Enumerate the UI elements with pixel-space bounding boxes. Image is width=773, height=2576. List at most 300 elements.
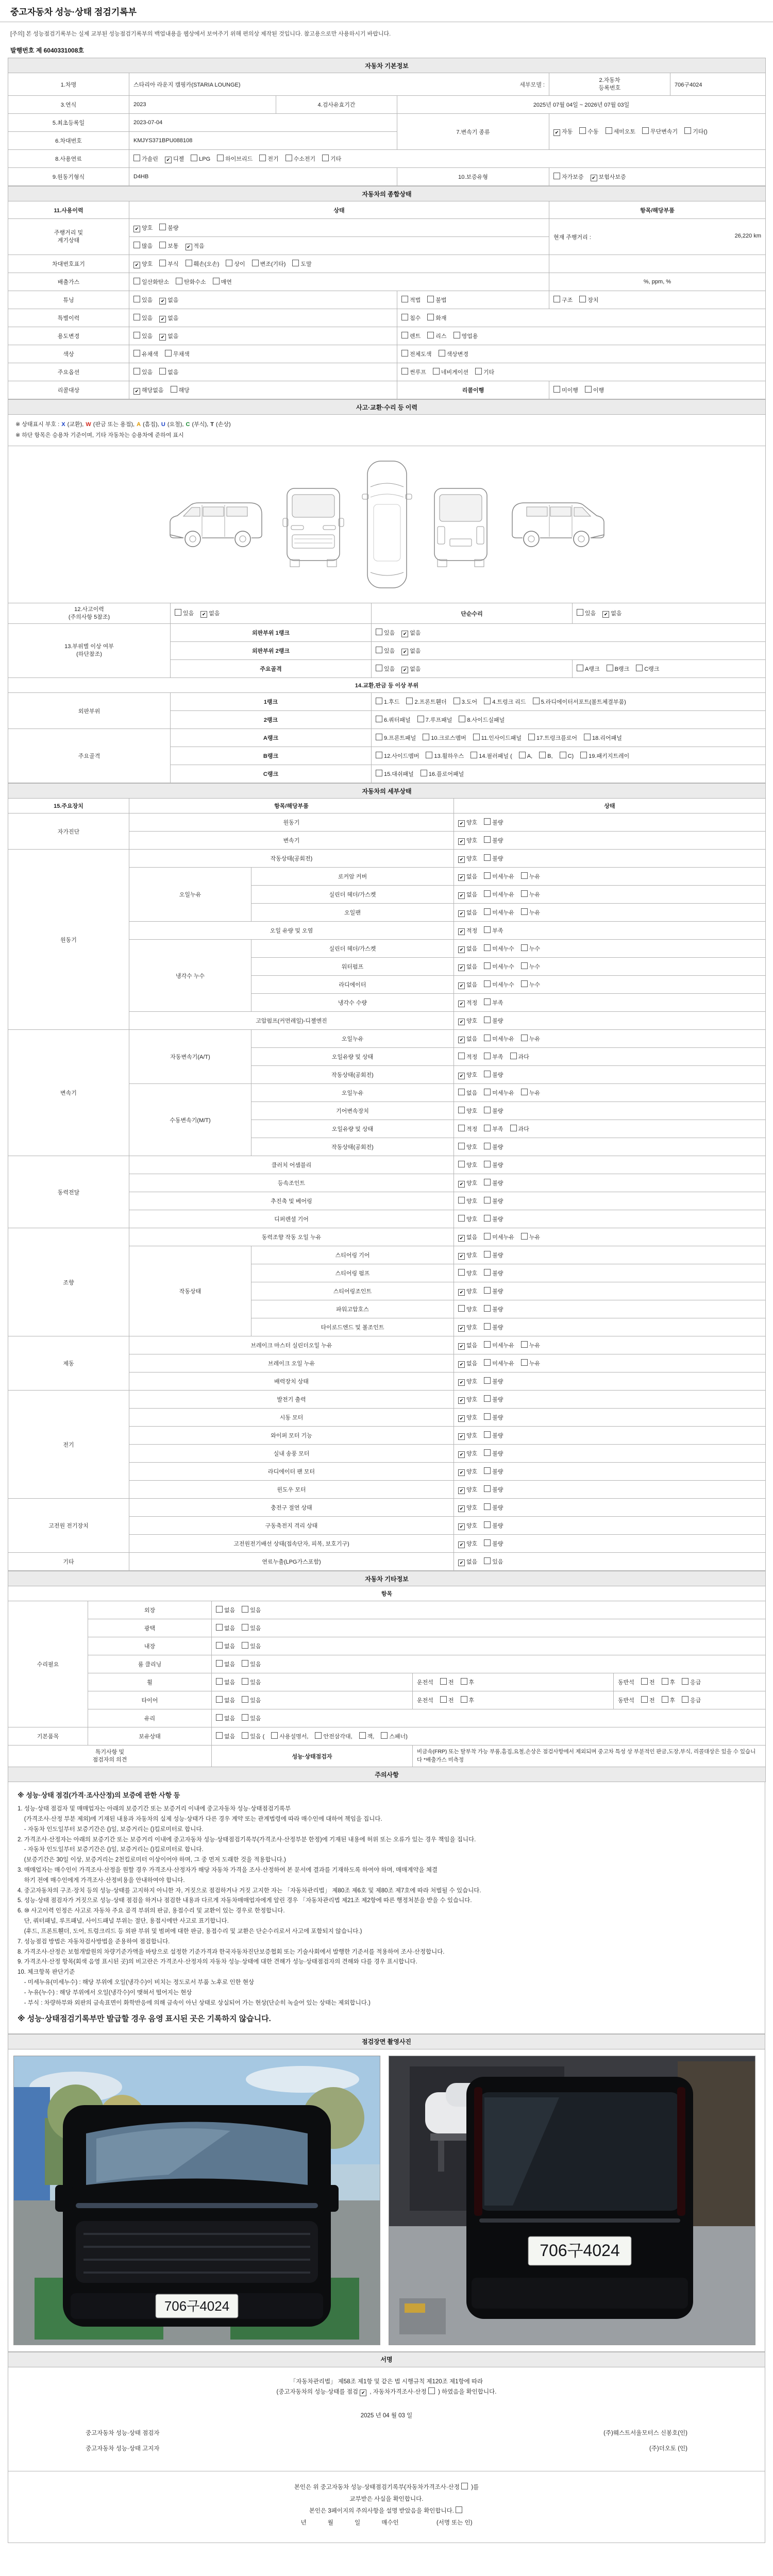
- checkbox[interactable]: [376, 734, 382, 740]
- checkbox[interactable]: [521, 962, 528, 969]
- checkbox[interactable]: [484, 872, 491, 879]
- checkbox-checked[interactable]: ✔: [401, 667, 408, 673]
- checkbox[interactable]: [484, 818, 491, 825]
- checkbox-option[interactable]: [484, 980, 514, 989]
- checkbox[interactable]: [521, 1341, 528, 1348]
- checkbox-option[interactable]: [484, 1089, 514, 1097]
- checkbox-option[interactable]: [484, 1305, 503, 1313]
- checkbox[interactable]: [427, 296, 434, 302]
- checkbox-option[interactable]: [475, 368, 494, 376]
- checkbox-option[interactable]: [458, 1305, 477, 1313]
- checkbox[interactable]: [521, 908, 528, 915]
- checkbox-option[interactable]: [510, 1053, 529, 1061]
- checkbox-option[interactable]: [133, 296, 153, 304]
- checkbox[interactable]: [510, 1125, 517, 1131]
- checkbox-option[interactable]: [133, 386, 164, 395]
- checkbox-option[interactable]: [553, 173, 584, 181]
- checkbox-checked[interactable]: ✔: [458, 1451, 465, 1458]
- checkbox-checked[interactable]: ✔: [458, 1073, 465, 1079]
- checkbox[interactable]: [216, 1624, 223, 1631]
- checkbox-option[interactable]: [213, 278, 232, 286]
- checkbox[interactable]: [421, 770, 427, 776]
- checkbox[interactable]: [401, 332, 408, 338]
- checkbox[interactable]: [484, 1521, 491, 1528]
- checkbox-checked[interactable]: ✔: [458, 982, 465, 989]
- checkbox-option[interactable]: [458, 1377, 477, 1386]
- checkbox-option[interactable]: [484, 890, 514, 899]
- checkbox-option[interactable]: [216, 1696, 235, 1704]
- checkbox[interactable]: [216, 1606, 223, 1613]
- checkbox-option[interactable]: [484, 926, 503, 935]
- checkbox[interactable]: [165, 350, 172, 357]
- checkbox-option[interactable]: [484, 908, 514, 917]
- checkbox[interactable]: [577, 665, 583, 671]
- checkbox-option[interactable]: [521, 1359, 540, 1367]
- checkbox-option[interactable]: [458, 1323, 477, 1332]
- checkbox-option[interactable]: [458, 1485, 477, 1494]
- checkbox-option[interactable]: [484, 1377, 503, 1385]
- checkbox[interactable]: [484, 1395, 491, 1402]
- checkbox[interactable]: [484, 1179, 491, 1185]
- checkbox[interactable]: [242, 1714, 248, 1721]
- checkbox[interactable]: [521, 1089, 528, 1095]
- checkbox[interactable]: [216, 1732, 223, 1739]
- checkbox[interactable]: [175, 609, 181, 616]
- checkbox-option[interactable]: [484, 1323, 503, 1331]
- checkbox[interactable]: [642, 127, 649, 134]
- checkbox-option[interactable]: [421, 770, 464, 778]
- checkbox-checked[interactable]: ✔: [133, 388, 140, 395]
- checkbox-option[interactable]: [580, 752, 629, 760]
- checkbox[interactable]: [484, 1341, 491, 1348]
- checkbox-checked[interactable]: ✔: [458, 910, 465, 917]
- checkbox-option[interactable]: [458, 1341, 477, 1350]
- checkbox[interactable]: [607, 665, 613, 671]
- checkbox[interactable]: [440, 1696, 447, 1703]
- checkbox-option[interactable]: [242, 1660, 261, 1668]
- checkbox[interactable]: [636, 665, 643, 671]
- checkbox-option[interactable]: [186, 260, 220, 268]
- checkbox-option[interactable]: [242, 1696, 261, 1704]
- checkbox[interactable]: [484, 1503, 491, 1510]
- checkbox-option[interactable]: [427, 332, 446, 340]
- checkbox-option[interactable]: [176, 278, 206, 286]
- checkbox-option[interactable]: [458, 890, 477, 899]
- checkbox-option[interactable]: [242, 1714, 261, 1722]
- checkbox-option[interactable]: [484, 1431, 503, 1439]
- checkbox-option[interactable]: [376, 734, 416, 742]
- checkbox[interactable]: [539, 752, 546, 758]
- checkbox[interactable]: [579, 296, 586, 302]
- checkbox-option[interactable]: [484, 1125, 503, 1133]
- checkbox[interactable]: [553, 296, 560, 302]
- checkbox-option[interactable]: [484, 1233, 514, 1241]
- checkbox-option[interactable]: [401, 296, 421, 304]
- checkbox-option[interactable]: [242, 1624, 261, 1632]
- checkbox-checked[interactable]: ✔: [458, 856, 465, 863]
- checkbox[interactable]: [458, 1215, 465, 1222]
- checkbox-option[interactable]: [484, 998, 503, 1007]
- checkbox[interactable]: [322, 155, 329, 161]
- checkbox[interactable]: [484, 1089, 491, 1095]
- checkbox-option[interactable]: [458, 1016, 477, 1025]
- checkbox[interactable]: [484, 1323, 491, 1330]
- checkbox-option[interactable]: [376, 698, 399, 706]
- checkbox-option[interactable]: [458, 872, 477, 881]
- checkbox-option[interactable]: [186, 242, 205, 250]
- checkbox-option[interactable]: [315, 1732, 352, 1740]
- confirm-price-checkbox[interactable]: [461, 2483, 468, 2489]
- checkbox-checked[interactable]: ✔: [458, 1001, 465, 1007]
- checkbox-option[interactable]: [521, 962, 540, 971]
- checkbox[interactable]: [484, 1557, 491, 1564]
- checkbox[interactable]: [426, 752, 432, 758]
- checkbox[interactable]: [484, 980, 491, 987]
- checkbox[interactable]: [577, 609, 583, 616]
- checkbox-option[interactable]: [484, 698, 526, 706]
- checkbox[interactable]: [401, 350, 408, 357]
- checkbox-option[interactable]: [458, 1215, 477, 1223]
- checkbox[interactable]: [133, 296, 140, 302]
- checkbox-option[interactable]: [440, 1696, 454, 1704]
- checkbox[interactable]: [484, 1251, 491, 1258]
- checkbox[interactable]: [292, 260, 299, 266]
- checkbox[interactable]: [252, 260, 259, 266]
- checkbox-option[interactable]: [216, 1714, 235, 1722]
- checkbox-checked[interactable]: ✔: [159, 316, 166, 323]
- checkbox-option[interactable]: [242, 1642, 261, 1650]
- checkbox-option[interactable]: [458, 1287, 477, 1296]
- checkbox[interactable]: [484, 1107, 491, 1113]
- checkbox[interactable]: [521, 980, 528, 987]
- checkbox[interactable]: [401, 314, 408, 320]
- checkbox[interactable]: [315, 1732, 322, 1739]
- checkbox[interactable]: [458, 1161, 465, 1167]
- checkbox-option[interactable]: [484, 1179, 503, 1187]
- checkbox[interactable]: [521, 890, 528, 897]
- checkbox-checked[interactable]: ✔: [458, 1235, 465, 1242]
- checkbox[interactable]: [439, 350, 445, 357]
- checkbox-option[interactable]: [427, 314, 446, 322]
- checkbox-option[interactable]: [458, 1035, 477, 1043]
- checkbox-option[interactable]: [458, 1359, 477, 1368]
- checkbox-option[interactable]: [458, 1071, 477, 1079]
- checkbox[interactable]: [440, 1678, 447, 1685]
- checkbox[interactable]: [484, 1233, 491, 1240]
- checkbox[interactable]: [216, 1642, 223, 1649]
- checkbox[interactable]: [453, 698, 460, 704]
- checkbox[interactable]: [484, 1215, 491, 1222]
- checkbox-option[interactable]: [662, 1696, 676, 1704]
- checkbox[interactable]: [533, 698, 540, 704]
- checkbox-checked[interactable]: ✔: [200, 611, 207, 618]
- checkbox[interactable]: [133, 155, 140, 161]
- checkbox-checked[interactable]: ✔: [458, 1289, 465, 1296]
- checkbox[interactable]: [484, 1485, 491, 1492]
- checkbox[interactable]: [470, 752, 477, 758]
- checkbox[interactable]: [484, 1161, 491, 1167]
- checkbox-option[interactable]: [539, 752, 552, 759]
- checkbox-checked[interactable]: ✔: [591, 175, 597, 181]
- checkbox-checked[interactable]: ✔: [458, 1541, 465, 1548]
- checkbox[interactable]: [159, 242, 166, 248]
- checkbox[interactable]: [376, 665, 382, 671]
- checkbox[interactable]: [521, 1359, 528, 1366]
- checkbox[interactable]: [484, 1359, 491, 1366]
- checkbox-option[interactable]: [560, 752, 574, 759]
- checkbox-option[interactable]: [376, 752, 419, 760]
- checkbox-checked[interactable]: ✔: [159, 334, 166, 341]
- checkbox-option[interactable]: [636, 665, 659, 673]
- checkbox-option[interactable]: [521, 944, 540, 953]
- checkbox-option[interactable]: [484, 1341, 514, 1349]
- checkbox-option[interactable]: [458, 1539, 477, 1548]
- checkbox[interactable]: [484, 698, 491, 704]
- checkbox-option[interactable]: [484, 1016, 503, 1025]
- checkbox-option[interactable]: [406, 698, 446, 706]
- checkbox-option[interactable]: [401, 332, 421, 340]
- checkbox-option[interactable]: [133, 368, 153, 376]
- checkbox-option[interactable]: [439, 350, 469, 358]
- checkbox-option[interactable]: [458, 998, 477, 1007]
- checkbox-option[interactable]: [484, 836, 503, 844]
- checkbox-option[interactable]: [165, 350, 190, 358]
- checkbox-option[interactable]: [458, 1161, 477, 1169]
- checkbox-option[interactable]: [470, 752, 512, 760]
- notice-ack-checkbox[interactable]: [456, 2506, 462, 2513]
- checkbox-option[interactable]: [458, 1395, 477, 1404]
- checkbox[interactable]: [406, 698, 413, 704]
- checkbox-option[interactable]: [618, 1678, 634, 1686]
- checkbox-option[interactable]: [401, 665, 421, 673]
- checkbox[interactable]: [484, 944, 491, 951]
- checkbox-option[interactable]: [216, 1642, 235, 1650]
- checkbox-option[interactable]: [458, 1143, 477, 1151]
- checkbox-option[interactable]: [682, 1678, 701, 1686]
- checkbox[interactable]: [458, 1269, 465, 1276]
- checkbox-checked[interactable]: ✔: [458, 946, 465, 953]
- checkbox-option[interactable]: [458, 1125, 477, 1133]
- checkbox[interactable]: [484, 1377, 491, 1384]
- checkbox[interactable]: [662, 1678, 668, 1685]
- price-assess-checkbox[interactable]: [428, 2387, 435, 2394]
- checkbox-option[interactable]: [271, 1732, 308, 1740]
- checkbox[interactable]: [242, 1624, 248, 1631]
- checkbox-option[interactable]: [484, 1287, 503, 1295]
- checkbox[interactable]: [461, 1678, 467, 1685]
- checkbox[interactable]: [484, 1143, 491, 1149]
- checkbox-option[interactable]: [458, 836, 477, 845]
- checkbox-option[interactable]: [458, 962, 477, 971]
- checkbox[interactable]: [484, 1125, 491, 1131]
- checkbox-checked[interactable]: ✔: [458, 1469, 465, 1476]
- checkbox-checked[interactable]: ✔: [458, 928, 465, 935]
- checkbox[interactable]: [475, 368, 482, 375]
- checkbox-option[interactable]: [133, 314, 153, 322]
- checkbox[interactable]: [176, 278, 182, 284]
- checkbox-option[interactable]: [484, 1071, 503, 1079]
- checkbox-option[interactable]: [440, 1678, 454, 1686]
- checkbox[interactable]: [484, 1269, 491, 1276]
- checkbox[interactable]: [381, 1732, 388, 1739]
- checkbox-checked[interactable]: ✔: [458, 838, 465, 845]
- checkbox-option[interactable]: [165, 155, 184, 163]
- checkbox-option[interactable]: [242, 1732, 264, 1740]
- checkbox[interactable]: [216, 1660, 223, 1667]
- checkbox-option[interactable]: [133, 155, 158, 163]
- checkbox-option[interactable]: [458, 1197, 477, 1205]
- checkbox-option[interactable]: [133, 332, 153, 340]
- checkbox-option[interactable]: [159, 368, 178, 376]
- checkbox-option[interactable]: [133, 224, 153, 232]
- checkbox[interactable]: [684, 127, 691, 134]
- checkbox[interactable]: [484, 890, 491, 897]
- checkbox-option[interactable]: [458, 854, 477, 863]
- checkbox-option[interactable]: [458, 1251, 477, 1260]
- checkbox-option[interactable]: [133, 350, 158, 358]
- checkbox-option[interactable]: [484, 1395, 503, 1403]
- checkbox[interactable]: [521, 1035, 528, 1041]
- checkbox-checked[interactable]: ✔: [133, 262, 140, 268]
- checkbox[interactable]: [217, 155, 224, 161]
- checkbox[interactable]: [484, 1053, 491, 1059]
- checkbox[interactable]: [579, 127, 586, 134]
- checkbox-option[interactable]: [376, 665, 395, 673]
- checkbox-option[interactable]: [602, 609, 621, 618]
- checkbox-option[interactable]: [484, 1161, 503, 1169]
- checkbox-option[interactable]: [458, 1179, 477, 1188]
- checkbox[interactable]: [226, 260, 232, 266]
- checkbox[interactable]: [216, 1696, 223, 1703]
- checkbox-checked[interactable]: ✔: [458, 1181, 465, 1188]
- checkbox[interactable]: [133, 278, 140, 284]
- checkbox-option[interactable]: [453, 332, 478, 340]
- checkbox-checked[interactable]: ✔: [458, 1325, 465, 1332]
- checkbox-option[interactable]: [417, 716, 452, 724]
- checkbox-option[interactable]: [484, 1359, 514, 1367]
- checkbox-checked[interactable]: ✔: [458, 874, 465, 881]
- checkbox-option[interactable]: [458, 1503, 477, 1512]
- checkbox[interactable]: [580, 752, 587, 758]
- checkbox-option[interactable]: [458, 1431, 477, 1440]
- checkbox-option[interactable]: [521, 890, 540, 899]
- checkbox[interactable]: [510, 1053, 517, 1059]
- checkbox[interactable]: [484, 1539, 491, 1546]
- checkbox-option[interactable]: [521, 1089, 540, 1097]
- checkbox-option[interactable]: [553, 296, 573, 304]
- checkbox-option[interactable]: [484, 1521, 503, 1530]
- checkbox[interactable]: [159, 224, 166, 230]
- checkbox-option[interactable]: [484, 1035, 514, 1043]
- checkbox-option[interactable]: [682, 1696, 701, 1704]
- checkbox-option[interactable]: [521, 908, 540, 917]
- checkbox-option[interactable]: [322, 155, 341, 163]
- checkbox-checked[interactable]: ✔: [186, 244, 192, 250]
- checkbox-checked[interactable]: ✔: [458, 1505, 465, 1512]
- checkbox-checked[interactable]: ✔: [458, 1560, 465, 1566]
- checkbox-option[interactable]: [433, 368, 468, 376]
- checkbox-option[interactable]: [216, 1606, 235, 1614]
- checkbox[interactable]: [186, 260, 192, 266]
- checkbox-option[interactable]: [417, 1678, 433, 1686]
- checkbox-option[interactable]: [133, 260, 153, 268]
- checkbox-option[interactable]: [579, 127, 598, 135]
- checkbox-checked[interactable]: ✔: [458, 1523, 465, 1530]
- checkbox-option[interactable]: [553, 386, 578, 394]
- checkbox-option[interactable]: [484, 1251, 503, 1259]
- checkbox-option[interactable]: [175, 609, 194, 617]
- checkbox-option[interactable]: [521, 1233, 540, 1241]
- checkbox-option[interactable]: [458, 1233, 477, 1242]
- checkbox-option[interactable]: [216, 1678, 235, 1686]
- checkbox[interactable]: [484, 1413, 491, 1420]
- checkbox-option[interactable]: [641, 1696, 655, 1704]
- checkbox[interactable]: [484, 1071, 491, 1077]
- checkbox-checked[interactable]: ✔: [602, 611, 609, 618]
- checkbox-checked[interactable]: ✔: [458, 964, 465, 971]
- checkbox-option[interactable]: [401, 368, 426, 376]
- checkbox-option[interactable]: [641, 1678, 655, 1686]
- checkbox-option[interactable]: [577, 665, 600, 673]
- checkbox-option[interactable]: [159, 242, 178, 250]
- checkbox-checked[interactable]: ✔: [133, 226, 140, 232]
- checkbox-option[interactable]: [459, 716, 505, 724]
- checkbox-option[interactable]: [217, 155, 253, 163]
- checkbox[interactable]: [191, 155, 197, 161]
- checkbox[interactable]: [484, 1287, 491, 1294]
- checkbox[interactable]: [553, 173, 560, 179]
- checkbox-option[interactable]: [473, 734, 522, 742]
- checkbox-option[interactable]: [133, 242, 153, 250]
- checkbox[interactable]: [242, 1732, 248, 1739]
- checkbox-checked[interactable]: ✔: [401, 649, 408, 655]
- checkbox[interactable]: [458, 1089, 465, 1095]
- checkbox-option[interactable]: [401, 350, 432, 358]
- checkbox-option[interactable]: [458, 1089, 477, 1097]
- checkbox[interactable]: [242, 1696, 248, 1703]
- checkbox-option[interactable]: [458, 926, 477, 935]
- checkbox[interactable]: [401, 296, 408, 302]
- checkbox[interactable]: [641, 1678, 648, 1685]
- checkbox-option[interactable]: [528, 734, 577, 742]
- checkbox-checked[interactable]: ✔: [458, 1361, 465, 1368]
- checkbox-option[interactable]: [461, 1678, 475, 1686]
- checkbox-option[interactable]: [417, 1696, 433, 1704]
- checkbox-checked[interactable]: ✔: [458, 1343, 465, 1350]
- checkbox[interactable]: [133, 332, 140, 338]
- checkbox[interactable]: [242, 1606, 248, 1613]
- checkbox-option[interactable]: [200, 609, 220, 618]
- checkbox[interactable]: [553, 386, 560, 393]
- checkbox-option[interactable]: [159, 314, 178, 323]
- checkbox-checked[interactable]: ✔: [458, 1415, 465, 1422]
- checkbox[interactable]: [376, 647, 382, 653]
- checkbox-option[interactable]: [521, 1341, 540, 1349]
- checkbox[interactable]: [458, 1143, 465, 1149]
- checkbox-option[interactable]: [242, 1678, 261, 1686]
- checkbox-option[interactable]: [381, 1732, 408, 1740]
- checkbox[interactable]: [484, 854, 491, 861]
- checkbox-option[interactable]: [401, 314, 421, 322]
- checkbox[interactable]: [376, 752, 382, 758]
- checkbox[interactable]: [133, 350, 140, 357]
- checkbox-checked[interactable]: ✔: [458, 1487, 465, 1494]
- checkbox[interactable]: [242, 1660, 248, 1667]
- checkbox[interactable]: [285, 155, 292, 161]
- checkbox[interactable]: [459, 716, 465, 722]
- checkbox-option[interactable]: [484, 854, 503, 862]
- checkbox[interactable]: [682, 1678, 688, 1685]
